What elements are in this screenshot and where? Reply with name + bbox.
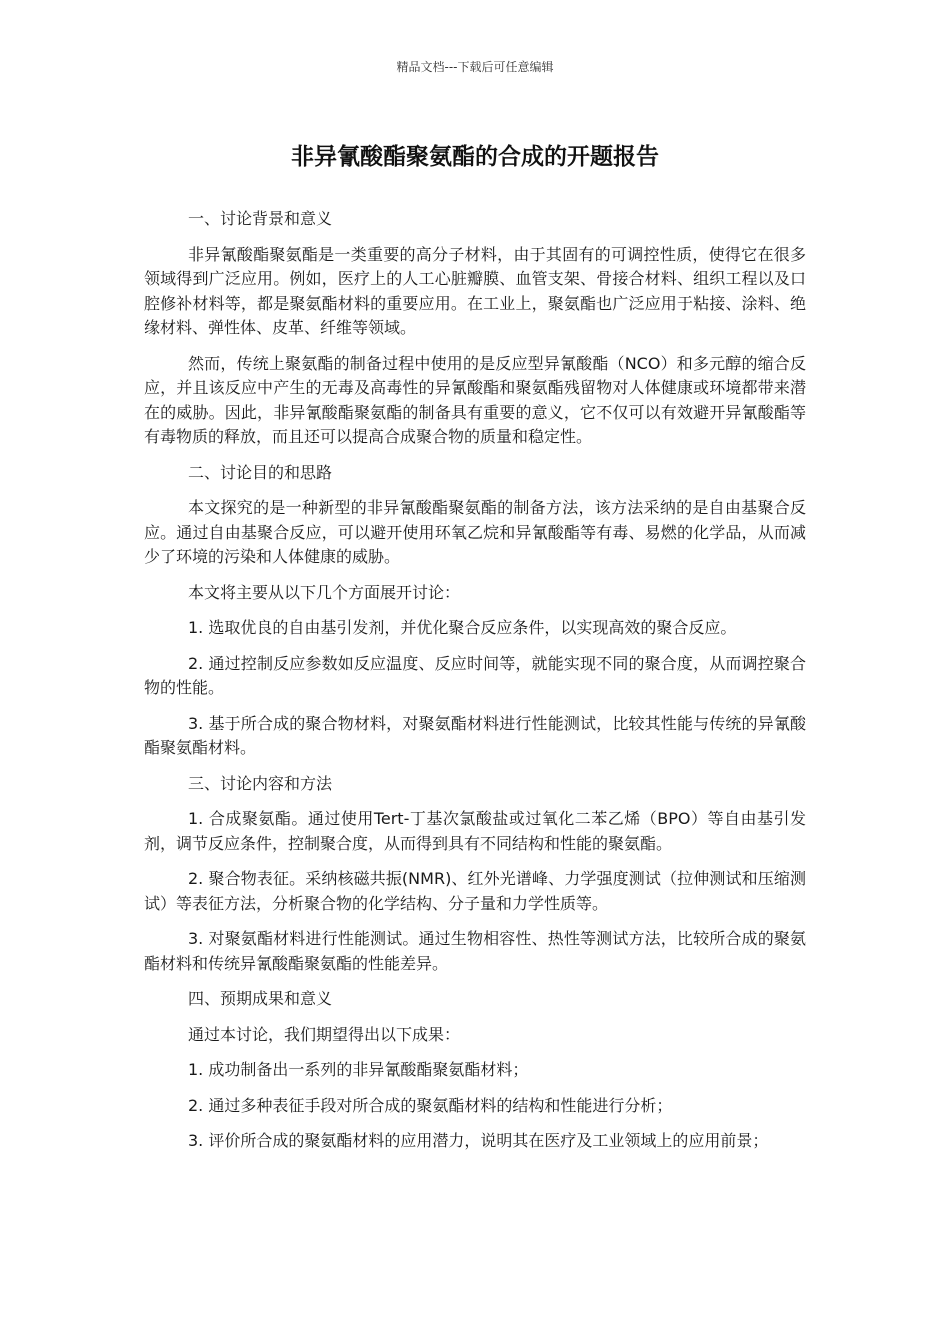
section-heading-purpose: 二、讨论目的和思路 [188, 462, 333, 482]
paragraph: 本文将主要从以下几个方面展开讨论： [188, 582, 461, 602]
list-item: 1. 选取优良的自由基引发剂，并优化聚合反应条件，以实现高效的聚合反应。 [188, 618, 737, 637]
list-item: 2. 通过控制反应参数如反应温度、反应时间等，就能实现不同的聚合度，从而调控聚合物的性能。 [144, 653, 806, 697]
section-heading-outcomes: 四、预期成果和意义 [188, 989, 333, 1008]
list-item: 3. 对聚氨酯材料进行性能测试。通过生物相容性、热性等测试方法，比较所合成的聚氨酯材料和传统异氰酸酯聚氨酯的性能差异。 [144, 929, 806, 973]
list-item: 2. 通过多种表征手段对所合成的聚氨酯材料的结构和性能进行分析； [188, 1095, 673, 1115]
section-heading-background: 一、讨论背景和意义 [188, 209, 333, 228]
paragraph: 本文探究的是一种新型的非异氰酸酯聚氨酯的制备方法，该方法采纳的是自由基聚合反应。通过自由基聚合反应，可以避开使用环氧乙烷和异氰酸酯等有毒、易燃的化学品，从而减少了环境的污染和人体健康的威胁。 [144, 498, 806, 566]
header-note: 精品文档---下载后可任意编辑 [396, 60, 554, 74]
list-item: 1. 成功制备出一系列的非异氰酸酯聚氨酯材料； [188, 1060, 529, 1079]
list-item: 2. 聚合物表征。采纳核磁共振(NMR)、红外光谱峰、力学强度测试（拉伸测试和压缩测试）等表征方法，分析聚合物的化学结构、分子量和力学性质等。 [144, 869, 806, 913]
list-item: 3. 基于所合成的聚合物材料，对聚氨酯材料进行性能测试，比较其性能与传统的异氰酸酯聚氨酯材料。 [144, 713, 806, 757]
paragraph: 通过本讨论，我们期望得出以下成果： [188, 1024, 461, 1044]
list-item: 3. 评价所合成的聚氨酯材料的应用潜力，说明其在医疗及工业领域上的应用前景； [188, 1131, 769, 1150]
document-title: 非异氰酸酯聚氨酯的合成的开题报告 [291, 144, 659, 170]
paragraph: 非异氰酸酯聚氨酯是一类重要的高分子材料，由于其固有的可调控性质，使得它在很多领域得到广泛应用。例如，医疗上的人工心脏瓣膜、血管支架、骨接合材料、组织工程以及口腔修补材料等，都是聚氨酯材料的重要应用。在工业上，聚氨酯也广泛应用于粘接、涂料、绝缘材料、弹性体、皮革、纤维等领域。 [144, 244, 806, 337]
paragraph: 然而，传统上聚氨酯的制备过程中使用的是反应型异氰酸酯（NCO）和多元醇的缩合反应，并且该反应中产生的无毒及高毒性的异氰酸酯和聚氨酯残留物对人体健康或环境都带来潜在的威胁。因此，非异氰酸酯聚氨酯的制备具有重要的意义，它不仅可以有效避开异氰酸酯等有毒物质的释放，而且还可以提高合成聚合物的质量和稳定性。 [144, 353, 806, 446]
document-body [144, 207, 806, 1165]
list-item: 1. 合成聚氨酯。通过使用Tert-丁基次氯酸盐或过氧化二苯乙烯（BPO）等自由基引发剂，调节反应条件，控制聚合度，从而得到具有不同结构和性能的聚氨酯。 [144, 809, 806, 853]
section-heading-methods: 三、讨论内容和方法 [188, 773, 333, 793]
